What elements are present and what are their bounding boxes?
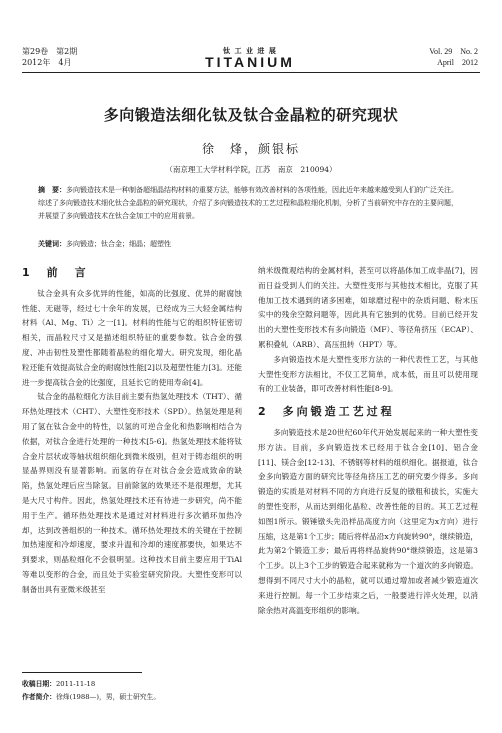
- section-1-title: 1 前 言: [22, 266, 89, 279]
- date-en: April 2012: [437, 58, 478, 67]
- abstract: [38, 184, 464, 223]
- header-rule: [22, 72, 480, 73]
- body-paragraph: 多向锻造技术是20世纪60年代开始发展起来的一种大塑性变形方法。目前，多向锻造技术已经用于钛合金[10]、铝合金[11]、镁合金[12-13]、不锈钢等材料的组织细化。据报道，钛合金多向锻造方面的研究比等径角挤压工艺的研究要少得多。多向锻造的实质是对材料不同的方向进行反复的镦粗和拔长，实施大的塑性变形，从而达到细化晶粒、改善性能的目的。其工艺过程如图1所示。锻锤镦头先沿样品高度方向（这里定为x方向）进行压缩，这是第1个工步；随后将样品沿x方向旋转90°，继续锻造，此为第2个锻造工步；最后再将样品旋转90°继续锻造，这是第3个工步。以上3个工步的锻造合起来就称为一个道次的多向锻造。想得到不同尺寸大小的晶粒，就可以通过增加或者减少锻造道次来进行控制。每一个工步结束之后，一般要进行淬火处理，以消除余热对高温变形组织的影响。: [258, 427, 479, 615]
- left-column: [22, 264, 242, 598]
- logo-top-text: 钛 工 业 进 展: [223, 47, 277, 55]
- volume-cn: 第29卷 第2期: [22, 47, 78, 56]
- paper-affiliation: （南京理工大学材料学院，江苏 南京 210094）: [165, 165, 337, 174]
- body-paragraph: 钛合金具有众多优异的性能，如高的比强度、优异的耐腐蚀性能、无磁等，经过七十余年的发展，已经成为三大轻金属结构材料（Al、Mg、Ti）之一[1]。材料的性能与它的组织特征密切相关，而晶粒尺寸又是描述组织特征的重要参数。钛合金的强度、冲击韧性及塑性都随着晶粒的细化增大。研究发现，细化晶粒还能有效提高钛合金的耐腐蚀性能[2]以及超塑性能力[3]。还能进一步提高钛合金的比强度，且延长它的使用寿命[4]。: [22, 288, 242, 387]
- paper-title: 多向锻造法细化钛及钛合金晶粒的研究现状: [103, 106, 399, 124]
- footnote: [22, 678, 160, 704]
- abstract-label: 摘 要：: [38, 186, 66, 194]
- journal-header: [0, 0, 502, 72]
- journal-issue-cn: [22, 46, 77, 68]
- received-label: 收稿日期：: [22, 680, 56, 688]
- section-2-title: 2 多向锻造工艺过程: [258, 405, 395, 419]
- right-column: [258, 264, 478, 618]
- body-paragraph: 多向锻造技术是大塑性变形方法的一种代表性工艺，与其他大塑性变形方法相比，不仅工艺简单，成本低，而且可以使用现有的工业装备，即可改善材料性能[8-9]。: [258, 354, 478, 394]
- received-line: [22, 678, 160, 691]
- keywords-text: 多向锻造；钛合金；细晶；超塑性: [66, 240, 171, 248]
- received-value: 2011-11-18: [55, 680, 96, 688]
- logo-main-text: TITANIUM: [205, 54, 295, 70]
- keywords-label: 关键词：: [38, 240, 66, 248]
- author-bio-label: 作者简介：: [22, 693, 56, 701]
- keywords: [38, 238, 464, 250]
- body-paragraph: 纳米级微观结构的金属材料，甚至可以将晶体加工成非晶[7]，因而日益受到人们的关注。大塑性变形与其他技术相比，克服了其他加工技术遇到的诸多困难，如球磨过程中的杂质问题、粉末压实中的残余空隙问题等，因此具有它独到的优势。目前已经开发出的大塑性变形技术有多向锻造（MF）、等径角挤压（ECAP）、累积叠轧（ARB）、高压扭转（HPT）等。: [258, 266, 478, 349]
- paper-authors: 徐 烽，颜银标: [201, 142, 300, 156]
- author-bio-value: 徐烽(1988—)，男，硕士研究生。: [55, 693, 161, 701]
- journal-logo: [200, 47, 300, 70]
- abstract-text: 多向锻造技术是一种制备超细晶结构材料的重要方法，能够有效改善材料的各项性能，因此近年来越来越受到人们的广泛关注。综述了多向锻造技术细化钛合金晶粒的研究现状，介绍了多向锻造技术的工艺过程和晶粒细化机制，分析了当前研究中存在的主要问题，并展望了多向锻造技术在钛合金加工中的应用前景。: [38, 186, 458, 220]
- date-cn: 2012年 4月: [22, 58, 72, 67]
- author-bio-line: [22, 691, 160, 704]
- volume-en: Vol. 29 No. 2: [429, 47, 478, 56]
- body-paragraph: 钛合金的晶粒细化方法目前主要有热氢处理技术（THT）、循环热处理技术（CHT）、大塑性变形技术（SPD）。热氢处理是利用了氢在钛合金中的特性，以氢的可逆合金化和热影响相结合为依据，对钛合金进行处理的一种技术[5-6]。热氢处理技术能将钛合金片层状或等轴状组织细化到微米级别，但对于铸态组织的明显晶界则没有显著影响。而氢的存在对钛合金会造成致命的缺陷，热氢处理后应当除氢。目前除氢的效果还不是很理想，尤其是大尺寸构件。因此，热氢处理技术还有待进一步研究，尚不能用于生产。循环热处理技术是通过对材料进行多次循环加热冷却，达到改善组织的一种技术。循环热处理技术的关键在于控制加热速度和冷却速度，要求升温和冷却的速度都要快，如果达不到要求，则晶粒细化不会很明显。这种技术目前主要应用于TiAl等难以变形的合金，而且处于实验室研究阶段。大塑性变形可以制备出具有亚微米级甚至: [22, 392, 242, 594]
- footnote-rule: [22, 672, 142, 673]
- journal-issue-en: [429, 46, 478, 68]
